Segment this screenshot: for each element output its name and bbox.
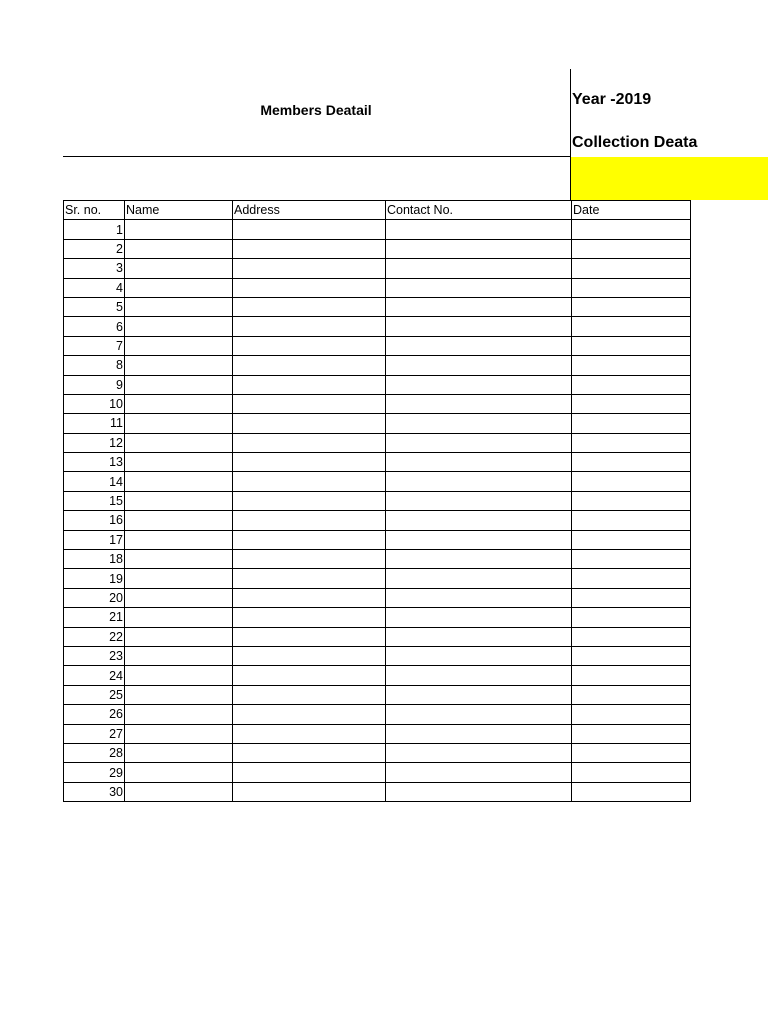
name-cell[interactable] [125, 608, 233, 627]
date-cell[interactable] [572, 530, 691, 549]
name-cell[interactable] [125, 317, 233, 336]
contact-no-cell[interactable] [386, 763, 572, 782]
sr-no-cell[interactable]: 13 [64, 453, 125, 472]
address-cell[interactable] [233, 259, 386, 278]
table-row [64, 569, 691, 588]
table-row [64, 511, 691, 530]
date-cell[interactable] [572, 259, 691, 278]
sr-no-cell[interactable]: 4 [64, 278, 125, 297]
address-cell[interactable] [233, 220, 386, 239]
name-cell[interactable] [125, 511, 233, 530]
sr-no-cell[interactable]: 27 [64, 724, 125, 743]
date-cell[interactable] [572, 278, 691, 297]
date-cell[interactable] [572, 356, 691, 375]
name-cell[interactable] [125, 220, 233, 239]
address-cell[interactable] [233, 763, 386, 782]
sr-no-cell[interactable]: 16 [64, 511, 125, 530]
contact-no-cell[interactable] [386, 550, 572, 569]
date-cell[interactable] [572, 472, 691, 491]
name-cell[interactable] [125, 550, 233, 569]
date-cell[interactable] [572, 666, 691, 685]
table-row [64, 782, 691, 801]
name-cell[interactable] [125, 588, 233, 607]
address-cell[interactable] [233, 569, 386, 588]
name-cell[interactable] [125, 239, 233, 258]
date-cell[interactable] [572, 588, 691, 607]
address-cell[interactable] [233, 356, 386, 375]
address-cell[interactable] [233, 433, 386, 452]
sr-no-cell[interactable]: 10 [64, 394, 125, 413]
sr-no-cell[interactable]: 11 [64, 414, 125, 433]
name-cell[interactable] [125, 685, 233, 704]
contact-no-cell[interactable] [386, 530, 572, 549]
table-row [64, 627, 691, 646]
contact-no-cell[interactable] [386, 278, 572, 297]
contact-no-cell[interactable] [386, 453, 572, 472]
contact-no-cell[interactable] [386, 259, 572, 278]
sr-no-cell[interactable]: 18 [64, 550, 125, 569]
name-cell[interactable] [125, 743, 233, 762]
name-cell[interactable] [125, 356, 233, 375]
date-cell[interactable] [572, 414, 691, 433]
contact-no-cell[interactable] [386, 317, 572, 336]
address-cell[interactable] [233, 453, 386, 472]
table-row [64, 356, 691, 375]
header-name[interactable]: Name [125, 201, 233, 220]
table-row [64, 394, 691, 413]
address-cell[interactable] [233, 782, 386, 801]
address-cell[interactable] [233, 317, 386, 336]
sr-no-cell[interactable]: 24 [64, 666, 125, 685]
contact-no-cell[interactable] [386, 220, 572, 239]
name-cell[interactable] [125, 433, 233, 452]
members-table [63, 200, 691, 802]
date-cell[interactable] [572, 491, 691, 510]
name-cell[interactable] [125, 375, 233, 394]
sr-no-cell[interactable]: 8 [64, 356, 125, 375]
table-row [64, 530, 691, 549]
name-cell[interactable] [125, 336, 233, 355]
table-row [64, 588, 691, 607]
contact-no-cell[interactable] [386, 705, 572, 724]
name-cell[interactable] [125, 453, 233, 472]
address-cell[interactable] [233, 491, 386, 510]
date-cell[interactable] [572, 782, 691, 801]
table-row [64, 220, 691, 239]
address-cell[interactable] [233, 608, 386, 627]
contact-no-cell[interactable] [386, 375, 572, 394]
address-cell[interactable] [233, 511, 386, 530]
name-cell[interactable] [125, 782, 233, 801]
date-cell[interactable] [572, 394, 691, 413]
sr-no-cell[interactable]: 28 [64, 743, 125, 762]
sr-no-cell[interactable]: 3 [64, 259, 125, 278]
date-cell[interactable] [572, 608, 691, 627]
name-cell[interactable] [125, 627, 233, 646]
table-row [64, 336, 691, 355]
address-cell[interactable] [233, 530, 386, 549]
contact-no-cell[interactable] [386, 627, 572, 646]
name-cell[interactable] [125, 259, 233, 278]
name-cell[interactable] [125, 705, 233, 724]
sr-no-cell[interactable]: 14 [64, 472, 125, 491]
address-cell[interactable] [233, 375, 386, 394]
date-cell[interactable] [572, 685, 691, 704]
date-cell[interactable] [572, 433, 691, 452]
contact-no-cell[interactable] [386, 743, 572, 762]
sr-no-cell[interactable]: 30 [64, 782, 125, 801]
address-cell[interactable] [233, 685, 386, 704]
address-cell[interactable] [233, 336, 386, 355]
contact-no-cell[interactable] [386, 569, 572, 588]
sr-no-cell[interactable]: 9 [64, 375, 125, 394]
header-divider [63, 156, 571, 157]
date-cell[interactable] [572, 569, 691, 588]
sr-no-cell[interactable]: 12 [64, 433, 125, 452]
table-row [64, 491, 691, 510]
table-row [64, 453, 691, 472]
sr-no-cell[interactable]: 1 [64, 220, 125, 239]
address-cell[interactable] [233, 550, 386, 569]
sr-no-cell[interactable]: 25 [64, 685, 125, 704]
sr-no-cell[interactable]: 17 [64, 530, 125, 549]
table-row [64, 550, 691, 569]
collection-label: Collection Deata [572, 134, 698, 151]
date-cell[interactable] [572, 763, 691, 782]
address-cell[interactable] [233, 278, 386, 297]
table-row [64, 608, 691, 627]
date-cell[interactable] [572, 297, 691, 316]
contact-no-cell[interactable] [386, 588, 572, 607]
address-cell[interactable] [233, 627, 386, 646]
sr-no-cell[interactable]: 23 [64, 646, 125, 665]
name-cell[interactable] [125, 530, 233, 549]
table-row [64, 705, 691, 724]
name-cell[interactable] [125, 278, 233, 297]
table-row [64, 239, 691, 258]
contact-no-cell[interactable] [386, 608, 572, 627]
contact-no-cell[interactable] [386, 782, 572, 801]
address-cell[interactable] [233, 705, 386, 724]
table-row [64, 297, 691, 316]
address-cell[interactable] [233, 239, 386, 258]
sheet-title: Members Deatail [260, 102, 372, 118]
table-row [64, 433, 691, 452]
name-cell[interactable] [125, 763, 233, 782]
highlighted-cell[interactable] [571, 157, 768, 200]
sr-no-cell[interactable]: 5 [64, 297, 125, 316]
header-address[interactable]: Address [233, 201, 386, 220]
date-cell[interactable] [572, 239, 691, 258]
date-cell[interactable] [572, 317, 691, 336]
name-cell[interactable] [125, 491, 233, 510]
address-cell[interactable] [233, 297, 386, 316]
date-cell[interactable] [572, 705, 691, 724]
contact-no-cell[interactable] [386, 414, 572, 433]
date-cell[interactable] [572, 375, 691, 394]
sr-no-cell[interactable]: 6 [64, 317, 125, 336]
date-cell[interactable] [572, 646, 691, 665]
sr-no-cell[interactable]: 21 [64, 608, 125, 627]
contact-no-cell[interactable] [386, 646, 572, 665]
sr-no-cell[interactable]: 15 [64, 491, 125, 510]
name-cell[interactable] [125, 394, 233, 413]
sr-no-cell[interactable]: 29 [64, 763, 125, 782]
contact-no-cell[interactable] [386, 472, 572, 491]
address-cell[interactable] [233, 724, 386, 743]
contact-no-cell[interactable] [386, 239, 572, 258]
year-label: Year -2019 [572, 91, 652, 108]
table-row [64, 317, 691, 336]
sr-no-cell[interactable]: 20 [64, 588, 125, 607]
sr-no-cell[interactable]: 2 [64, 239, 125, 258]
date-cell[interactable] [572, 336, 691, 355]
table-row [64, 472, 691, 491]
header-date[interactable]: Date [572, 201, 691, 220]
name-cell[interactable] [125, 724, 233, 743]
contact-no-cell[interactable] [386, 433, 572, 452]
contact-no-cell[interactable] [386, 511, 572, 530]
table-row [64, 763, 691, 782]
address-cell[interactable] [233, 588, 386, 607]
address-cell[interactable] [233, 394, 386, 413]
name-cell[interactable] [125, 297, 233, 316]
date-cell[interactable] [572, 453, 691, 472]
address-cell[interactable] [233, 743, 386, 762]
contact-no-cell[interactable] [386, 394, 572, 413]
date-cell[interactable] [572, 511, 691, 530]
address-cell[interactable] [233, 414, 386, 433]
address-cell[interactable] [233, 472, 386, 491]
table-row [64, 743, 691, 762]
table-row [64, 685, 691, 704]
date-cell[interactable] [572, 550, 691, 569]
contact-no-cell[interactable] [386, 336, 572, 355]
address-cell[interactable] [233, 646, 386, 665]
table-row [64, 278, 691, 297]
contact-no-cell[interactable] [386, 666, 572, 685]
header-sr-no[interactable]: Sr. no. [64, 201, 125, 220]
table-row [64, 724, 691, 743]
table-row [64, 259, 691, 278]
table-row [64, 666, 691, 685]
table-row [64, 646, 691, 665]
table-row [64, 414, 691, 433]
contact-no-cell[interactable] [386, 297, 572, 316]
header-row [64, 201, 691, 220]
name-cell[interactable] [125, 472, 233, 491]
table-row [64, 375, 691, 394]
sr-no-cell[interactable]: 7 [64, 336, 125, 355]
contact-no-cell[interactable] [386, 724, 572, 743]
contact-no-cell[interactable] [386, 356, 572, 375]
contact-no-cell[interactable] [386, 685, 572, 704]
date-cell[interactable] [572, 724, 691, 743]
header-contact-no[interactable]: Contact No. [386, 201, 572, 220]
sr-no-cell[interactable]: 22 [64, 627, 125, 646]
address-cell[interactable] [233, 666, 386, 685]
name-cell[interactable] [125, 414, 233, 433]
date-cell[interactable] [572, 220, 691, 239]
name-cell[interactable] [125, 646, 233, 665]
sr-no-cell[interactable]: 26 [64, 705, 125, 724]
name-cell[interactable] [125, 569, 233, 588]
contact-no-cell[interactable] [386, 491, 572, 510]
sr-no-cell[interactable]: 19 [64, 569, 125, 588]
name-cell[interactable] [125, 666, 233, 685]
date-cell[interactable] [572, 743, 691, 762]
date-cell[interactable] [572, 627, 691, 646]
